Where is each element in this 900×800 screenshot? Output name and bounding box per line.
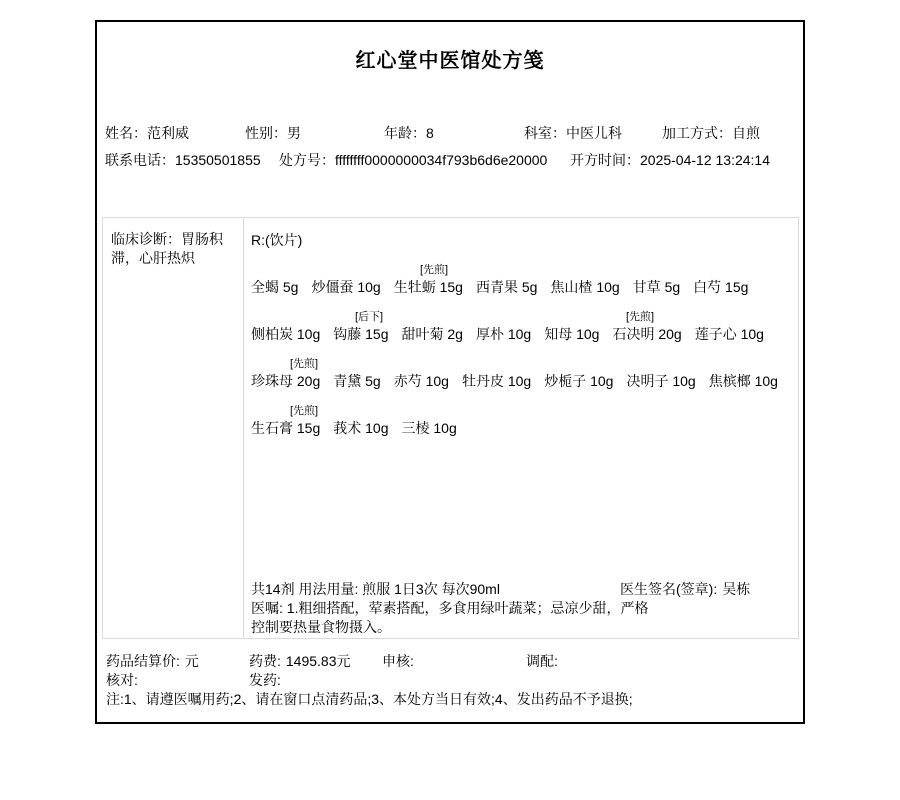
patient-name-value: 范利威: [147, 125, 189, 141]
decoction-annotation-row: [251, 401, 791, 415]
patient-gender-value: 男: [287, 125, 301, 141]
herb-item: 知母 10g: [544, 326, 600, 342]
herb-item: 决明子 10g: [626, 373, 696, 389]
processing-method-field: [662, 123, 760, 143]
rx-bottom: [251, 580, 793, 637]
medical-advice-line-2: 控制要热量食物摄入。: [251, 619, 391, 635]
issue-time-label: 开方时间：: [570, 152, 640, 168]
footer-row-1: [97, 651, 803, 669]
drug-fee-value: 1495.83元: [285, 653, 351, 669]
doctor-signature: [620, 580, 750, 599]
dose-usage-summary: 共14剂 用法用量: 煎服 1日3次 每次90ml: [251, 581, 500, 597]
department-value: 中医儿科: [566, 125, 622, 141]
herb-item: 焦山楂 10g: [550, 279, 620, 295]
drug-fee-label: 药费:: [249, 653, 281, 669]
rx-number-field: [279, 150, 547, 170]
department-label: 科室：: [524, 125, 566, 141]
patient-name-field: [105, 123, 189, 143]
dispense-label: 发药:: [249, 672, 281, 688]
processing-method-value: 自煎: [732, 125, 760, 141]
dose-usage-row: [251, 580, 793, 599]
herb-item: 莲子心 10g: [694, 326, 764, 342]
herb-row: [251, 277, 791, 295]
herb-item: 生石膏 15g: [251, 420, 321, 436]
patient-name-label: 姓名：: [105, 125, 147, 141]
herb-item: 炒栀子 10g: [544, 373, 614, 389]
herb-item: 牡丹皮 10g: [461, 373, 532, 389]
decoction-method-tag: [先煎]: [626, 311, 655, 323]
diagnosis-cell: [103, 218, 244, 638]
diagnosis-label: 临床诊断：: [111, 231, 181, 247]
prescription-box: [102, 217, 799, 639]
doctor-signature-label: 医生签名(签章):: [620, 581, 718, 597]
herb-item: 焦槟榔 10g: [708, 373, 778, 389]
herb-item: 白芍 15g: [693, 279, 749, 295]
dispense-prep-field: [526, 651, 563, 671]
rx-number-label: 处方号：: [279, 152, 335, 168]
herb-item: 三棱 10g: [401, 420, 457, 436]
page-title: 红心堂中医馆处方笺: [355, 50, 545, 72]
decoction-annotation-row: [251, 354, 791, 368]
herb-item: 生牡蛎 15g: [393, 279, 463, 295]
check-field: [106, 670, 143, 690]
settle-price-label: 药品结算价:: [106, 653, 180, 669]
rx-lines: [251, 260, 791, 436]
herb-row: [251, 324, 791, 342]
drug-fee-field: [249, 651, 351, 671]
decoction-method-tag: [先煎]: [420, 264, 449, 276]
dispense-prep-label: 调配:: [526, 653, 558, 669]
decoction-annotation-row: [251, 307, 791, 321]
settle-price-field: [106, 651, 199, 671]
herb-item: 甜叶菊 2g: [401, 326, 463, 342]
patient-info-row-1: [97, 123, 803, 141]
patient-gender-label: 性别：: [245, 125, 287, 141]
patient-info-row-2: [97, 150, 803, 168]
decoction-method-tag: [后下]: [355, 311, 384, 323]
dispense-field: [249, 670, 286, 690]
rx-form-header: R:(饮片): [251, 232, 303, 248]
patient-age-label: 年龄：: [384, 125, 426, 141]
herb-item: 甘草 5g: [632, 279, 681, 295]
herb-item: 炒僵蚕 10g: [311, 279, 381, 295]
prescription-cell: [244, 218, 799, 638]
herb-row: [251, 371, 791, 389]
issue-time-field: [570, 150, 770, 170]
herb-item: 钩藤 15g: [333, 326, 389, 342]
rx-number-value: ffffffff0000000034f793b6d6e20000: [335, 152, 548, 168]
decoction-annotation-row: [251, 260, 791, 274]
herb-item: 厚朴 10g: [475, 326, 532, 342]
department-field: [524, 123, 622, 143]
prescription-sheet: [95, 20, 805, 724]
decoction-method-tag: [先煎]: [290, 358, 319, 370]
footer-row-2: [97, 670, 803, 688]
herb-item: 西青果 5g: [475, 279, 538, 295]
herb-item: 全蝎 5g: [251, 279, 299, 295]
herb-item: 侧柏炭 10g: [251, 326, 321, 342]
medical-advice-line-1: 医嘱: 1.粗细搭配，荤素搭配，多食用绿叶蔬菜；忌凉少甜，严格: [251, 600, 649, 616]
clinical-diagnosis: [111, 230, 229, 268]
settle-price-value: 元: [184, 653, 199, 669]
check-label: 核对:: [106, 672, 138, 688]
herb-row: [251, 418, 791, 436]
decoction-method-tag: [先煎]: [290, 405, 319, 417]
phone-label: 联系电话：: [105, 152, 175, 168]
herb-item: 珍珠母 20g: [251, 373, 321, 389]
diagnosis-value: 胃肠积滞，心肝热炽: [111, 231, 223, 266]
doctor-name: 吴栋: [722, 581, 751, 597]
footer-note: 注:1、请遵医嘱用药;2、请在窗口点清药品;3、本处方当日有效;4、发出药品不予退换;: [106, 691, 633, 707]
patient-gender-field: [245, 123, 301, 143]
review-label: 申核:: [382, 653, 414, 669]
phone-field: [105, 150, 261, 170]
review-field: [382, 651, 419, 671]
herb-item: 青黛 5g: [333, 373, 381, 389]
patient-age-value: 8: [426, 125, 434, 141]
patient-age-field: [384, 123, 434, 143]
processing-method-label: 加工方式：: [662, 125, 732, 141]
herb-item: 莪术 10g: [333, 420, 389, 436]
issue-time-value: 2025-04-12 13:24:14: [640, 152, 770, 168]
phone-value: 15350501855: [175, 152, 261, 168]
herb-item: 赤芍 10g: [393, 373, 449, 389]
herb-item: 石决明 20g: [612, 326, 682, 342]
